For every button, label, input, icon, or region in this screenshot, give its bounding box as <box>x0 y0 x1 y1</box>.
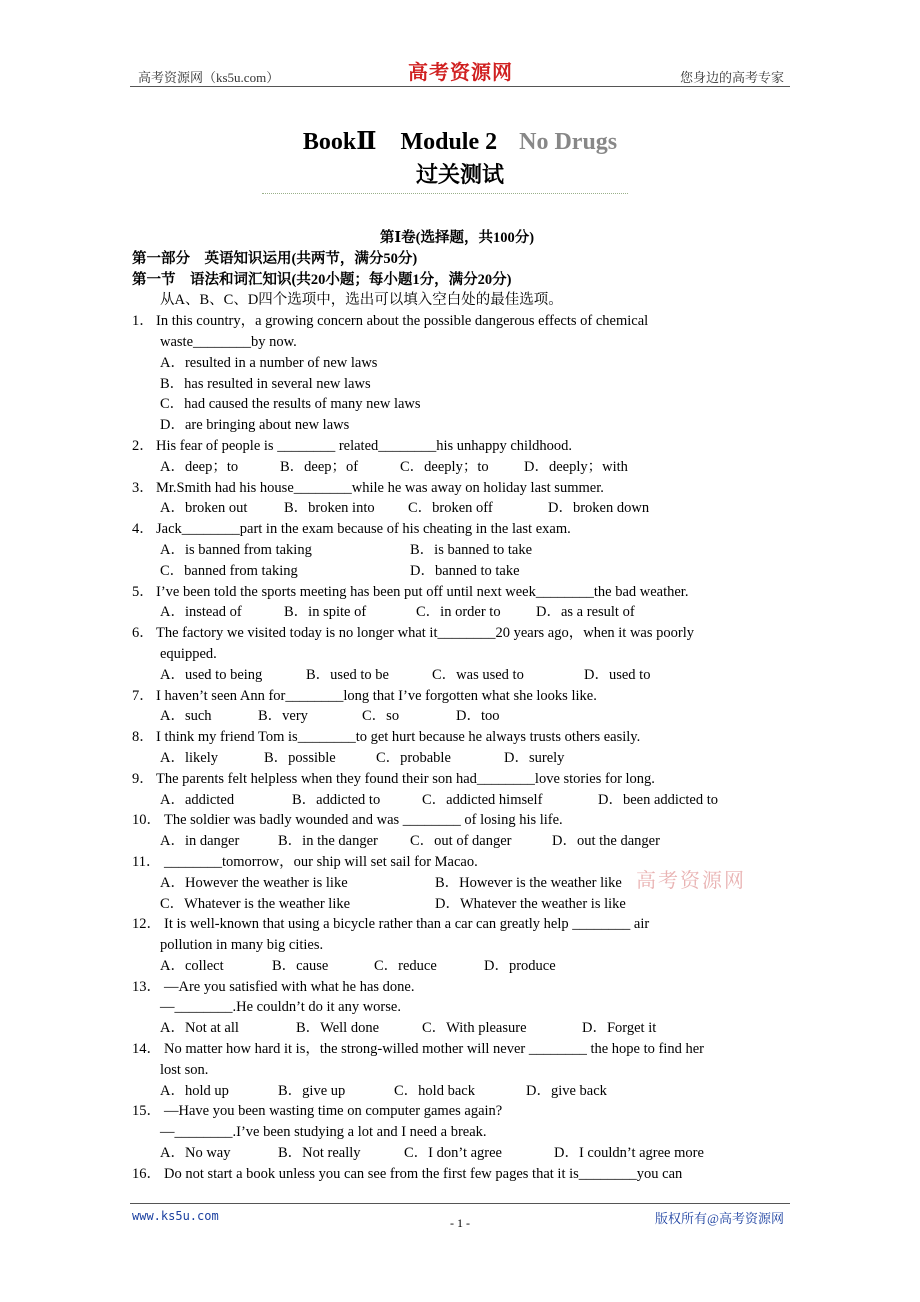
answer-option[interactable]: B．used to be <box>306 666 389 683</box>
options-row <box>132 706 782 727</box>
answer-option[interactable]: D．banned to take <box>410 562 520 579</box>
question-text: Do not start a book unless you can see from the first few pages that it is________you can <box>164 1165 683 1182</box>
title-topic: No Drugs <box>519 129 618 155</box>
answer-option[interactable]: C．deeply；to <box>400 458 489 475</box>
question-number: 3． <box>132 479 154 496</box>
answer-option[interactable]: C．banned from taking <box>160 562 298 579</box>
question-text: The soldier was badly wounded and was ________ of losing his life. <box>164 812 563 829</box>
question-number: 11． <box>132 853 161 870</box>
question-number: 4． <box>132 521 154 538</box>
answer-option[interactable]: B．deep；of <box>280 458 359 475</box>
answer-option[interactable]: D．produce <box>484 957 556 974</box>
page-subtitle: 过关测试 <box>415 163 504 188</box>
options-row <box>132 498 782 519</box>
question-text: —Are you satisfied with what he has done. <box>164 978 415 995</box>
answer-option[interactable]: A．instead of <box>160 604 242 621</box>
question-text-continued: —________.He couldn’t do it any worse. <box>160 999 401 1016</box>
answer-option[interactable]: A．broken out <box>160 500 248 517</box>
options-row <box>132 540 782 561</box>
footer-url[interactable]: www.ks5u.com <box>132 1209 219 1223</box>
answer-option[interactable]: A．such <box>160 708 212 725</box>
question-item <box>132 1164 782 1185</box>
answer-option[interactable]: C．broken off <box>408 500 493 517</box>
question-number: 9． <box>132 770 154 787</box>
title-book: BookⅡ <box>302 129 377 155</box>
options-row <box>132 602 782 623</box>
page-number: - 1 - <box>450 1216 470 1230</box>
options-row <box>132 665 782 686</box>
options-row <box>132 1018 782 1039</box>
answer-option[interactable]: B．addicted to <box>292 791 381 808</box>
answer-option[interactable]: C．reduce <box>374 957 437 974</box>
answer-option[interactable]: D．deeply；with <box>524 458 628 475</box>
options-row <box>132 561 782 582</box>
answer-option[interactable]: B．Not really <box>278 1145 361 1162</box>
answer-option[interactable]: D．as a result of <box>536 604 635 621</box>
question-number: 6． <box>132 625 154 642</box>
question-item <box>132 436 782 478</box>
answer-option[interactable]: A．hold up <box>160 1082 229 1099</box>
header-logo: 高考资源网 <box>408 60 513 84</box>
question-item <box>132 686 782 728</box>
options-row <box>132 894 782 915</box>
question-list <box>132 311 782 1184</box>
options-row <box>132 873 782 894</box>
question-number: 1． <box>132 313 154 330</box>
options-list <box>132 353 782 436</box>
question-item <box>132 1101 782 1163</box>
question-text: —Have you been wasting time on computer games again? <box>164 1103 503 1120</box>
question-text-continued: pollution in many big cities. <box>160 937 324 954</box>
question-text: Mr.Smith had his house________while he was away on holiday last summer. <box>156 479 604 496</box>
answer-option[interactable]: C．With pleasure <box>422 1020 527 1037</box>
answer-option[interactable]: D．out the danger <box>552 833 660 850</box>
answer-option[interactable]: A．Not at all <box>160 1020 239 1037</box>
question-text: In this country，a growing concern about the possible dangerous effects of chemical <box>156 313 649 330</box>
options-row <box>132 956 782 977</box>
question-number: 12． <box>132 916 161 933</box>
answer-option[interactable]: B．However is the weather like <box>435 874 622 891</box>
question-item <box>132 582 782 624</box>
answer-option[interactable]: B．in the danger <box>278 833 378 850</box>
question-text: I haven’t seen Ann for________long that I’ve forgotten what she looks like. <box>156 687 597 704</box>
page-title <box>0 126 920 156</box>
answer-option[interactable]: C．hold back <box>394 1082 475 1099</box>
answer-option[interactable]: D．I couldn’t agree more <box>554 1145 704 1162</box>
question-text: ________tomorrow，our ship will set sail for Macao. <box>164 853 478 870</box>
question-text-continued: —________.I’ve been studying a lot and I need a break. <box>160 1124 487 1141</box>
answer-option[interactable]: B．possible <box>264 749 336 766</box>
question-number: 14． <box>132 1041 161 1058</box>
question-text-continued: waste________by now. <box>160 333 297 350</box>
answer-option[interactable]: D．Forget it <box>582 1020 657 1037</box>
question-item <box>132 769 782 811</box>
answer-option[interactable]: A．collect <box>160 957 224 974</box>
exam-content <box>132 228 782 1185</box>
answer-option[interactable]: D．been addicted to <box>598 791 718 808</box>
answer-option[interactable]: C．I don’t agree <box>404 1145 502 1162</box>
question-item <box>132 727 782 769</box>
question-item <box>132 977 782 1039</box>
options-row <box>132 831 782 852</box>
question-item <box>132 311 782 436</box>
question-item <box>132 519 782 581</box>
answer-option[interactable]: B．broken into <box>284 500 375 517</box>
question-item <box>132 852 782 914</box>
answer-option[interactable]: D．used to <box>584 666 651 683</box>
answer-option[interactable]: C．out of danger <box>410 833 512 850</box>
header-divider <box>130 86 790 87</box>
options-row <box>132 1081 782 1102</box>
footer-copyright: 版权所有@高考资源网 <box>655 1211 784 1226</box>
question-text: The factory we visited today is no longer what it________20 years ago，when it was poorly <box>156 625 694 642</box>
page-header <box>130 60 790 86</box>
question-number: 5． <box>132 583 154 600</box>
answer-option[interactable]: C．in order to <box>416 604 501 621</box>
answer-option[interactable]: C．probable <box>376 749 451 766</box>
part-heading: 第一部分 英语知识运用(共两节，满分50分) <box>132 250 418 267</box>
title-divider <box>262 193 628 194</box>
question-text: The parents felt helpless when they found their son had________love stories for long. <box>156 770 655 787</box>
question-item <box>132 1039 782 1101</box>
header-site-name: 高考资源网（ks5u.com） <box>138 70 280 85</box>
options-row <box>132 748 782 769</box>
question-item <box>132 478 782 520</box>
answer-option[interactable]: D．surely <box>504 749 565 766</box>
watermark: 高考资源网 <box>636 868 746 892</box>
answer-option[interactable]: B．in spite of <box>284 604 367 621</box>
question-item <box>132 623 782 685</box>
answer-option[interactable]: B．has resulted in several new laws <box>160 375 371 392</box>
question-text: I’ve been told the sports meeting has been put off until next week________the bad weather. <box>156 583 689 600</box>
question-text: His fear of people is ________ related________his unhappy childhood. <box>156 437 572 454</box>
question-text-continued: equipped. <box>160 645 217 662</box>
answer-option[interactable]: B．is banned to take <box>410 541 533 558</box>
answer-option[interactable]: D．are bringing about new laws <box>160 417 350 434</box>
answer-option[interactable]: A．used to being <box>160 666 263 683</box>
answer-option[interactable]: A．addicted <box>160 791 235 808</box>
footer-divider <box>130 1203 790 1204</box>
question-text: No matter how hard it is，the strong-willed mother will never ________ the hope to find her <box>164 1041 705 1058</box>
answer-option[interactable]: D．broken down <box>548 500 650 517</box>
answer-option[interactable]: B．Well done <box>296 1020 379 1037</box>
instruction: 从A、B、C、D四个选项中，选出可以填入空白处的最佳选项。 <box>160 292 563 309</box>
question-text: I think my friend Tom is________to get hurt because he always trusts others easily. <box>156 729 641 746</box>
answer-option[interactable]: A．However the weather is like <box>160 874 348 891</box>
question-item <box>132 810 782 852</box>
question-number: 16． <box>132 1165 161 1182</box>
answer-option[interactable]: D．too <box>456 708 500 725</box>
answer-option[interactable]: B．give up <box>278 1082 346 1099</box>
answer-option[interactable]: B．very <box>258 708 308 725</box>
volume-heading: 第Ⅰ卷(选择题，共100分) <box>379 230 535 246</box>
question-number: 15． <box>132 1103 161 1120</box>
options-row <box>132 1143 782 1164</box>
question-text: It is well-known that using a bicycle rather than a car can greatly help ________ air <box>164 916 650 933</box>
question-text-continued: lost son. <box>160 1061 209 1078</box>
answer-option[interactable]: C．was used to <box>432 666 524 683</box>
answer-option[interactable]: A．likely <box>160 749 218 766</box>
answer-option[interactable]: A．No way <box>160 1145 231 1162</box>
title-module: Module 2 <box>400 129 498 155</box>
question-item <box>132 914 782 976</box>
question-number: 8． <box>132 729 154 746</box>
answer-option[interactable]: D．Whatever the weather is like <box>435 895 626 912</box>
answer-option[interactable]: A．resulted in a number of new laws <box>160 354 378 371</box>
answer-option[interactable]: C．Whatever is the weather like <box>160 895 351 912</box>
answer-option[interactable]: D．give back <box>526 1082 607 1099</box>
answer-option[interactable]: A．deep；to <box>160 458 239 475</box>
section-heading: 第一节 语法和词汇知识(共20小题；每小题1分，满分20分) <box>132 271 512 288</box>
question-number: 2． <box>132 437 154 454</box>
answer-option[interactable]: C．addicted himself <box>422 791 543 808</box>
answer-option[interactable]: B．cause <box>272 957 329 974</box>
question-number: 7． <box>132 687 154 704</box>
answer-option[interactable]: C．had caused the results of many new laws <box>160 396 421 413</box>
options-row <box>132 457 782 478</box>
question-number: 10． <box>132 812 161 829</box>
question-number: 13． <box>132 978 161 995</box>
header-slogan: 您身边的高考专家 <box>679 70 784 85</box>
answer-option[interactable]: C．so <box>362 708 400 725</box>
options-row <box>132 790 782 811</box>
answer-option[interactable]: A．in danger <box>160 833 240 850</box>
answer-option[interactable]: A．is banned from taking <box>160 541 312 558</box>
question-text: Jack________part in the exam because of his cheating in the last exam. <box>156 521 571 538</box>
